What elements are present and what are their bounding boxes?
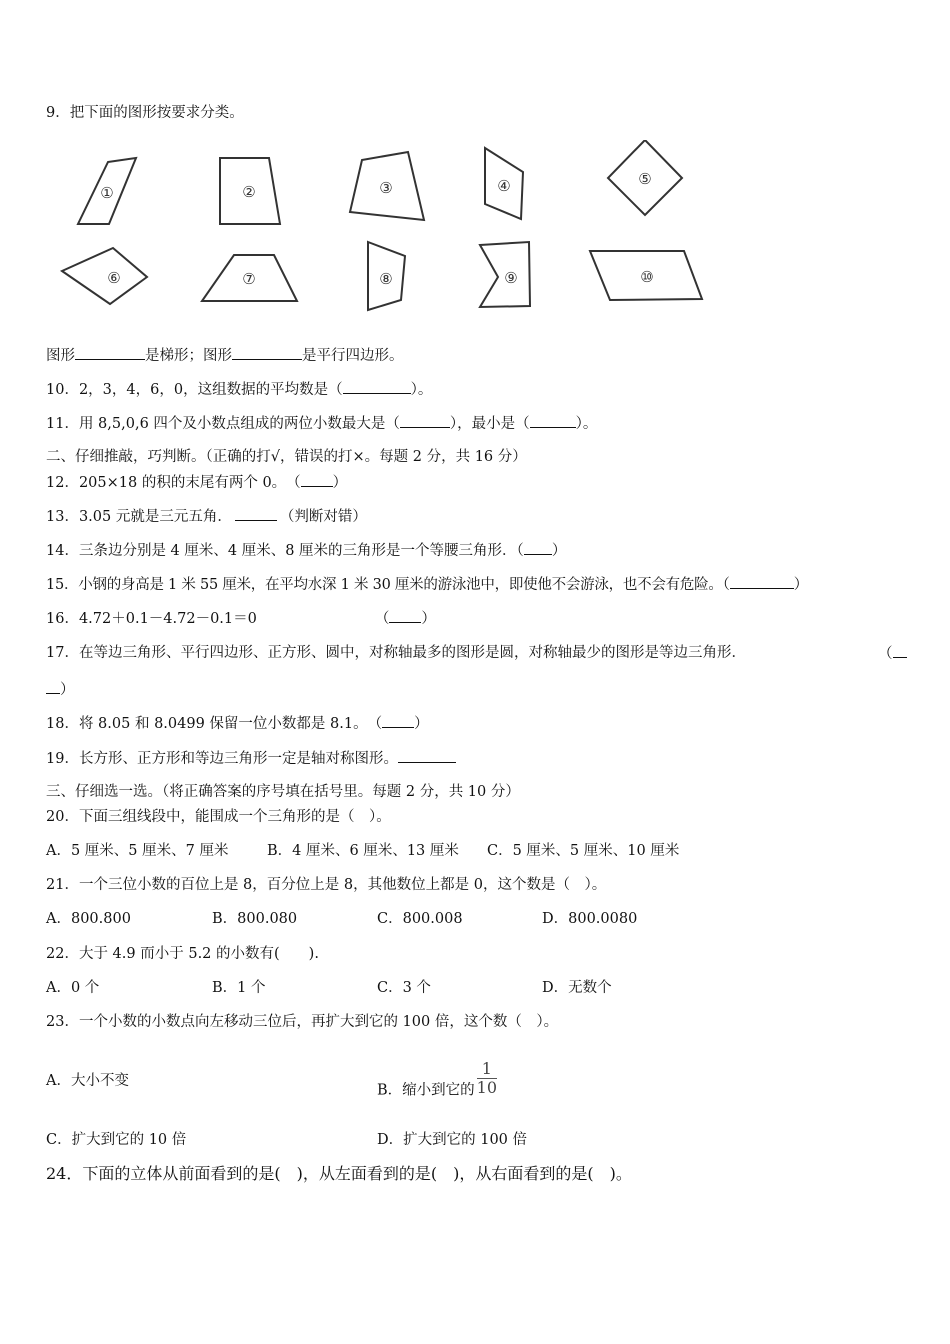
- q13-blank[interactable]: [235, 507, 277, 521]
- q9-blank-trapezoid[interactable]: [75, 346, 145, 360]
- q19-blank[interactable]: [398, 749, 456, 763]
- q14-end: ）: [551, 543, 567, 559]
- q10-text: 10．2，3，4，6，0，这组数据的平均数是（: [46, 382, 343, 398]
- q11-text: 11．用 8,5,0,6 四个及小数点组成的两位小数最大是（: [46, 416, 400, 432]
- shape-10-label: ⑩: [640, 268, 654, 286]
- q21-option-a[interactable]: A．800.800: [46, 911, 131, 927]
- q21-text: 21．一个三位小数的百位上是 8，百分位上是 8，其他数位上都是 0，这个数是（ ）。: [46, 877, 607, 893]
- q23-option-d[interactable]: D．扩大到它的 100 倍: [377, 1132, 528, 1148]
- q22-option-d[interactable]: D．无数个: [542, 980, 612, 996]
- q11: [46, 414, 597, 433]
- q14: [46, 541, 566, 560]
- q17: [46, 644, 746, 662]
- q12-text: 12．205×18 的积的末尾有两个 0。 （: [46, 475, 301, 491]
- shape-2-label: ②: [242, 183, 256, 201]
- q23-option-a[interactable]: A．大小不变: [46, 1073, 129, 1089]
- q9-answer-prefix: 图形: [46, 348, 75, 364]
- q16-paren-open: （: [374, 611, 390, 627]
- q21-option-b[interactable]: B．800.080: [212, 911, 298, 927]
- shape-4-label: ④: [497, 177, 511, 195]
- q12: [46, 473, 347, 492]
- q21-option-c[interactable]: C．800.008: [377, 911, 463, 927]
- q13: [46, 507, 367, 526]
- q9-title: 9．把下面的图形按要求分类。: [46, 105, 244, 121]
- q12-blank[interactable]: [301, 473, 333, 487]
- q17-paren-open: （: [878, 646, 893, 662]
- q12-end: ）: [332, 475, 348, 491]
- q23-fraction-denominator: 10: [476, 1078, 498, 1097]
- q10: [46, 380, 432, 399]
- q22-option-b[interactable]: B．1 个: [212, 980, 266, 996]
- q17-paren-open-wrap: [878, 644, 907, 663]
- section-3-heading: 三、仔细选一选。（将正确答案的序号填在括号里。每题 2 分，共 10 分）: [46, 784, 520, 800]
- q11-mid: ），最小是（: [449, 416, 530, 432]
- q23-option-b[interactable]: [377, 1059, 498, 1109]
- shape-1-label: ①: [100, 184, 114, 202]
- q23-option-c[interactable]: C．扩大到它的 10 倍: [46, 1132, 187, 1148]
- q11-blank-min[interactable]: [530, 414, 576, 428]
- section-2-heading: 二、仔细推敲，巧判断。（正确的打√，错误的打×。每题 2 分，共 16 分）: [46, 449, 527, 465]
- q9-answer-mid: 是梯形；图形: [145, 348, 232, 364]
- q18-blank[interactable]: [382, 714, 414, 728]
- q9-shapes-figure: [50, 140, 730, 320]
- q17-continuation: [46, 680, 75, 699]
- q20-option-b[interactable]: B．4 厘米、6 厘米、13 厘米: [267, 843, 459, 859]
- q15-end: ）: [793, 577, 808, 593]
- q11-end: ）。: [575, 416, 598, 432]
- q24-text: 24．下面的立体从前面看到的是( )，从左面看到的是( )，从右面看到的是( )。: [46, 1164, 632, 1183]
- q16-end: ）: [421, 611, 436, 627]
- q9-answer-suffix: 是平行四边形。: [302, 348, 404, 364]
- q23-fraction-numerator: 1: [477, 1060, 497, 1079]
- q23-text: 23．一个小数的小数点向左移动三位后，再扩大到它的 100 倍，这个数（ ）。: [46, 1014, 559, 1030]
- q17-blank-part1[interactable]: [893, 644, 907, 658]
- q22-text: 22．大于 4.9 而小于 5.2 的小数有( ).: [46, 946, 319, 962]
- q18-end: ）: [414, 716, 429, 732]
- shape-3-label: ③: [379, 179, 393, 197]
- q10-blank[interactable]: [343, 380, 411, 394]
- q19: [46, 749, 456, 768]
- q23-option-b-label: B．缩小到它的: [377, 1082, 475, 1099]
- q16: [46, 609, 436, 628]
- q20-option-a[interactable]: A．5 厘米、5 厘米、7 厘米: [46, 843, 229, 859]
- q9-answer: [46, 346, 404, 365]
- q16-blank[interactable]: [389, 609, 421, 623]
- q14-text: 14．三条边分别是 4 厘米、4 厘米、8 厘米的三角形是一个等腰三角形．（: [46, 543, 524, 559]
- q22-option-c[interactable]: C．3 个: [377, 980, 431, 996]
- shape-7-label: ⑦: [242, 270, 256, 288]
- q13-text: 13．3.05 元就是三元五角．: [46, 509, 232, 525]
- shape-6-label: ⑥: [107, 269, 121, 287]
- q10-end: ）。: [410, 382, 433, 398]
- shape-8-label: ⑧: [379, 270, 393, 288]
- q17-blank-part2[interactable]: [46, 680, 60, 694]
- q22-option-a[interactable]: A．0 个: [46, 980, 100, 996]
- q17-end: ）: [60, 682, 75, 698]
- q21-option-d[interactable]: D．800.0080: [542, 911, 638, 927]
- q18: [46, 714, 429, 733]
- q15-text: 15．小钢的身高是 1 米 55 厘米，在平均水深 1 米 30 厘米的游泳池中，即使他不会游泳，也不会有危险。（: [46, 577, 730, 593]
- q11-blank-max[interactable]: [400, 414, 450, 428]
- q16-text: 16．4.72＋0.1－4.72－0.1＝0: [46, 611, 257, 627]
- q18-text: 18．将 8.05 和 8.0499 保留一位小数都是 8.1。 （: [46, 716, 383, 732]
- shape-9-label: ⑨: [504, 269, 518, 287]
- q15: [46, 575, 808, 594]
- q20-text: 20．下面三组线段中，能围成一个三角形的是（ ）。: [46, 809, 391, 825]
- shape-5-label: ⑤: [638, 170, 652, 188]
- q13-end: （判断对错）: [279, 509, 367, 525]
- q19-text: 19．长方形、正方形和等边三角形一定是轴对称图形。: [46, 751, 398, 767]
- q15-blank[interactable]: [730, 575, 794, 589]
- q17-text: 17．在等边三角形、平行四边形、正方形、圆中，对称轴最多的图形是圆，对称轴最少的图形是等边三角形．: [46, 645, 746, 661]
- q23-fraction: [477, 1060, 497, 1097]
- q20-option-c[interactable]: C．5 厘米、5 厘米、10 厘米: [487, 843, 680, 859]
- shape-6-kite: [62, 248, 147, 304]
- q14-blank[interactable]: [524, 541, 552, 555]
- q9-blank-parallelogram[interactable]: [232, 346, 302, 360]
